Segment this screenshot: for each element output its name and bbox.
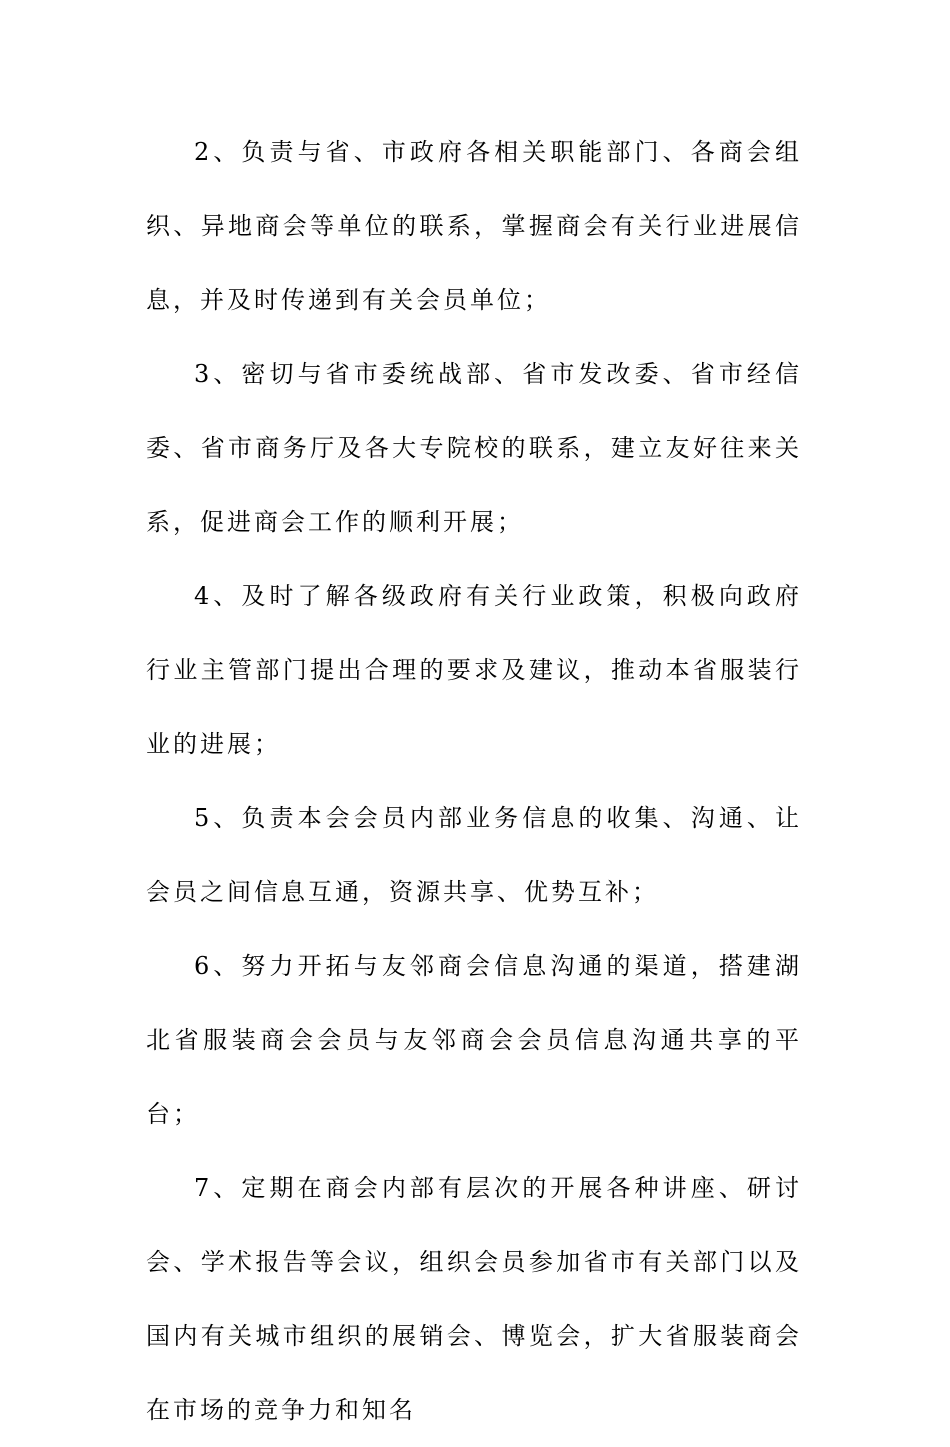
paragraph-item-3: 3、密切与省市委统战部、省市发改委、省市经信委、省市商务厅及各大专院校的联系，建立友好往来关系，促进商会工作的顺利开展；: [146, 360, 802, 536]
paragraph-item-5: 5、负责本会会员内部业务信息的收集、沟通、让会员之间信息互通，资源共享、优势互补；: [146, 804, 802, 906]
paragraph-item-7: 7、定期在商会内部有层次的开展各种讲座、研讨会、学术报告等会议，组织会员参加省市有关部门以及国内有关城市组织的展销会、博览会，扩大省服装商会在市场的竞争力和知名: [146, 1174, 802, 1424]
paragraph-item-6: 6、努力开拓与友邻商会信息沟通的渠道，搭建湖北省服装商会会员与友邻商会会员信息沟通共享的平台；: [146, 952, 802, 1128]
paragraph-item-2: 2、负责与省、市政府各相关职能部门、各商会组织、异地商会等单位的联系，掌握商会有关行业进展信息，并及时传递到有关会员单位；: [146, 138, 802, 314]
paragraph-item-4: 4、及时了解各级政府有关行业政策，积极向政府行业主管部门提出合理的要求及建议，推动本省服装行业的进展；: [146, 582, 802, 758]
document-body: [146, 115, 802, 1447]
